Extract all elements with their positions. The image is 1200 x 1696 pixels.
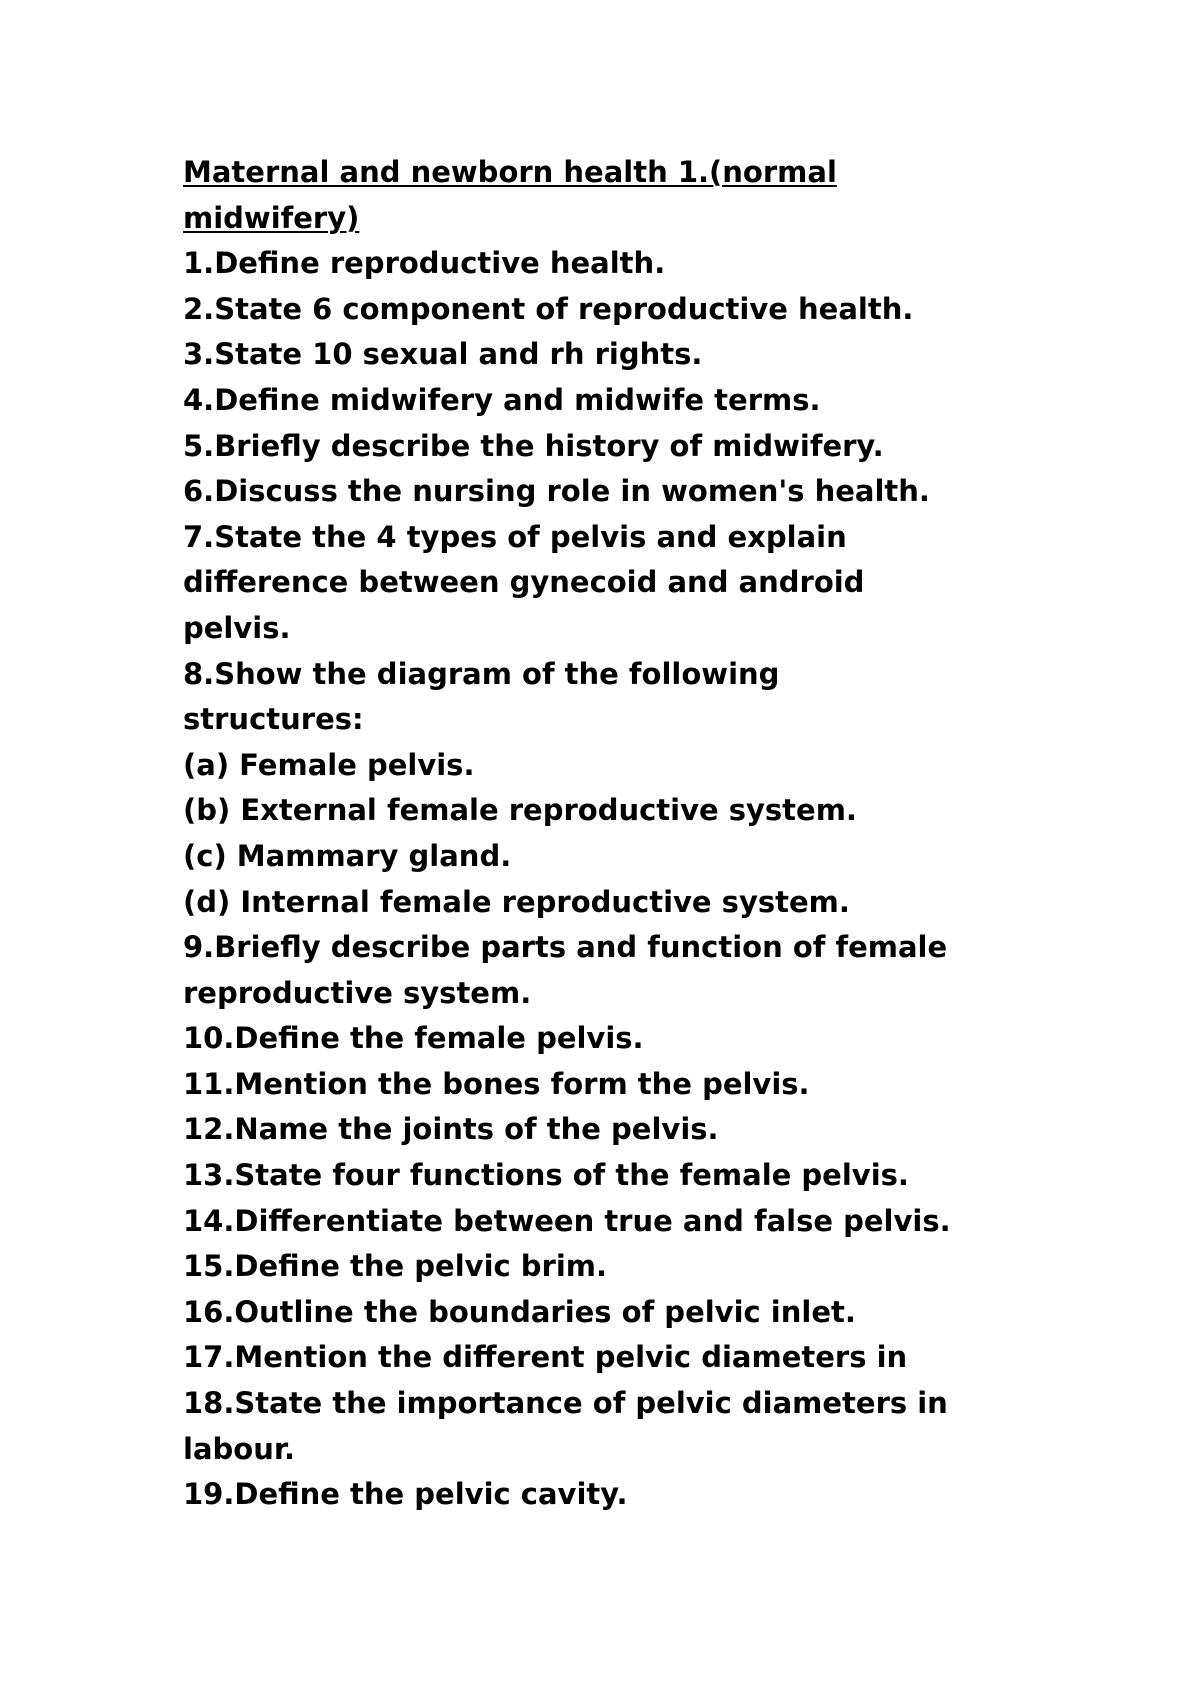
document-line: reproductive system.: [183, 975, 532, 1010]
document-line: (c) Mammary gland.: [183, 838, 512, 873]
document-line: 8.Show the diagram of the following: [183, 656, 780, 691]
document-title: Maternal and newborn health 1.(normal midwifery): [183, 155, 837, 235]
document-line: (b) External female reproductive system.: [183, 793, 857, 828]
document-line: 18.State the importance of pelvic diameters in: [183, 1386, 948, 1421]
document-line: 16.Outline the boundaries of pelvic inlet.: [183, 1294, 856, 1329]
document-line: 9.Briefly describe parts and function of female: [183, 930, 948, 965]
document-line: 7.State the 4 types of pelvis and explain: [183, 519, 847, 554]
document-line: 3.State 10 sexual and rh rights.: [183, 337, 703, 372]
document-line: 13.State four functions of the female pelvis.: [183, 1158, 909, 1193]
document-line: 2.State 6 component of reproductive health.: [183, 291, 914, 326]
document-line: 15.Define the pelvic brim.: [183, 1249, 608, 1284]
document-line: 6.Discuss the nursing role in women's health.: [183, 474, 930, 509]
document-line: 5.Briefly describe the history of midwifery.: [183, 428, 884, 463]
document-line: 10.Define the female pelvis.: [183, 1021, 644, 1056]
document-line: labour.: [183, 1431, 296, 1466]
document-line: (a) Female pelvis.: [183, 747, 475, 782]
document-line: 1.Define reproductive health.: [183, 246, 666, 281]
document-line: 12.Name the joints of the pelvis.: [183, 1112, 719, 1147]
document-line: 4.Define midwifery and midwife terms.: [183, 382, 821, 417]
document-body: [183, 150, 1083, 1518]
document-line: 17.Mention the different pelvic diameters in: [183, 1340, 908, 1375]
document-line: 11.Mention the bones form the pelvis.: [183, 1066, 810, 1101]
document-line: 14.Differentiate between true and false pelvis.: [183, 1203, 951, 1238]
document-line: (d) Internal female reproductive system.: [183, 884, 850, 919]
document-line: structures:: [183, 702, 364, 737]
document-line: difference between gynecoid and android: [183, 565, 865, 600]
document-line: 19.Define the pelvic cavity.: [183, 1477, 628, 1512]
document-line: pelvis.: [183, 610, 291, 645]
